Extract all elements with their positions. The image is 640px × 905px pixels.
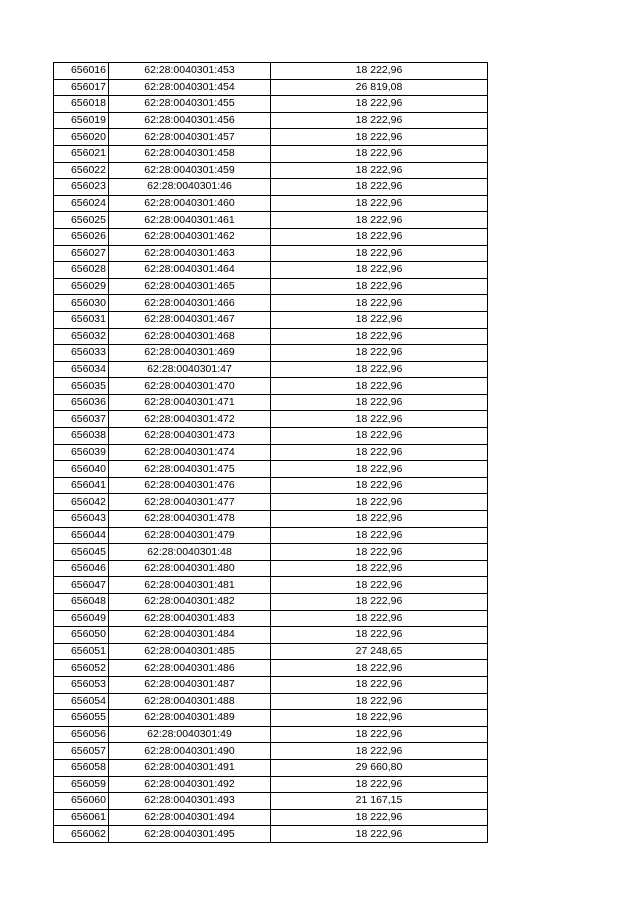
- cadastral-value-cell: 18 222,96: [271, 428, 488, 445]
- table-row: [54, 278, 488, 295]
- cadastral-value-cell: 18 222,96: [271, 378, 488, 395]
- table-row: [54, 544, 488, 561]
- row-number-cell: 656057: [54, 743, 109, 760]
- row-number-cell: 656061: [54, 809, 109, 826]
- cadastral-number-cell: 62:28:0040301:473: [109, 428, 271, 445]
- cadastral-value-cell: 18 222,96: [271, 145, 488, 162]
- cadastral-value-cell: 18 222,96: [271, 511, 488, 528]
- row-number-cell: 656026: [54, 228, 109, 245]
- table-row: [54, 228, 488, 245]
- row-number-cell: 656050: [54, 627, 109, 644]
- table-row: [54, 162, 488, 179]
- table-row: [54, 195, 488, 212]
- row-number-cell: 656017: [54, 79, 109, 96]
- row-number-cell: 656037: [54, 411, 109, 428]
- cadastral-value-cell: 18 222,96: [271, 278, 488, 295]
- table-row: [54, 643, 488, 660]
- row-number-cell: 656022: [54, 162, 109, 179]
- table-row: [54, 627, 488, 644]
- table-row: [54, 311, 488, 328]
- cadastral-value-cell: 18 222,96: [271, 394, 488, 411]
- row-number-cell: 656053: [54, 676, 109, 693]
- row-number-cell: 656056: [54, 726, 109, 743]
- row-number-cell: 656035: [54, 378, 109, 395]
- cadastral-number-cell: 62:28:0040301:494: [109, 809, 271, 826]
- cadastral-value-cell: 18 222,96: [271, 826, 488, 843]
- cadastral-value-cell: 21 167,15: [271, 793, 488, 810]
- table-row: [54, 212, 488, 229]
- cadastral-number-cell: 62:28:0040301:462: [109, 228, 271, 245]
- row-number-cell: 656044: [54, 527, 109, 544]
- table-row: [54, 726, 488, 743]
- cadastral-number-cell: 62:28:0040301:455: [109, 96, 271, 113]
- row-number-cell: 656059: [54, 776, 109, 793]
- cadastral-number-cell: 62:28:0040301:457: [109, 129, 271, 146]
- table-row: [54, 826, 488, 843]
- table-row: [54, 96, 488, 113]
- table-row: [54, 494, 488, 511]
- row-number-cell: 656043: [54, 511, 109, 528]
- cadastral-number-cell: 62:28:0040301:476: [109, 477, 271, 494]
- table-row: [54, 660, 488, 677]
- table-row: [54, 676, 488, 693]
- table-row: [54, 361, 488, 378]
- table-row: [54, 444, 488, 461]
- cadastral-number-cell: 62:28:0040301:491: [109, 759, 271, 776]
- cadastral-value-cell: 18 222,96: [271, 63, 488, 80]
- row-number-cell: 656031: [54, 311, 109, 328]
- cadastral-value-cell: 18 222,96: [271, 676, 488, 693]
- cadastral-value-cell: 18 222,96: [271, 461, 488, 478]
- row-number-cell: 656029: [54, 278, 109, 295]
- cadastral-number-cell: 62:28:0040301:456: [109, 112, 271, 129]
- row-number-cell: 656018: [54, 96, 109, 113]
- row-number-cell: 656016: [54, 63, 109, 80]
- table-row: [54, 378, 488, 395]
- row-number-cell: 656039: [54, 444, 109, 461]
- cadastral-value-cell: 18 222,96: [271, 345, 488, 362]
- cadastral-value-cell: 18 222,96: [271, 212, 488, 229]
- row-number-cell: 656034: [54, 361, 109, 378]
- cadastral-number-cell: 62:28:0040301:490: [109, 743, 271, 760]
- cadastral-value-cell: 18 222,96: [271, 262, 488, 279]
- table-row: [54, 776, 488, 793]
- table-row: [54, 594, 488, 611]
- table-row: [54, 577, 488, 594]
- row-number-cell: 656047: [54, 577, 109, 594]
- table-row: [54, 262, 488, 279]
- cadastral-value-cell: 18 222,96: [271, 594, 488, 611]
- cadastral-number-cell: 62:28:0040301:465: [109, 278, 271, 295]
- cadastral-number-cell: 62:28:0040301:492: [109, 776, 271, 793]
- cadastral-number-cell: 62:28:0040301:480: [109, 560, 271, 577]
- cadastral-number-cell: 62:28:0040301:479: [109, 527, 271, 544]
- table-row: [54, 793, 488, 810]
- cadastral-value-cell: 18 222,96: [271, 245, 488, 262]
- row-number-cell: 656051: [54, 643, 109, 660]
- table-row: [54, 145, 488, 162]
- cadastral-value-cell: 18 222,96: [271, 527, 488, 544]
- cadastral-value-cell: 18 222,96: [271, 96, 488, 113]
- cadastral-number-cell: 62:28:0040301:488: [109, 693, 271, 710]
- row-number-cell: 656024: [54, 195, 109, 212]
- table-row: [54, 411, 488, 428]
- row-number-cell: 656028: [54, 262, 109, 279]
- row-number-cell: 656027: [54, 245, 109, 262]
- cadastral-number-cell: 62:28:0040301:47: [109, 361, 271, 378]
- cadastral-value-cell: 18 222,96: [271, 228, 488, 245]
- cadastral-number-cell: 62:28:0040301:483: [109, 610, 271, 627]
- cadastral-number-cell: 62:28:0040301:464: [109, 262, 271, 279]
- cadastral-value-cell: 18 222,96: [271, 328, 488, 345]
- row-number-cell: 656041: [54, 477, 109, 494]
- cadastral-number-cell: 62:28:0040301:454: [109, 79, 271, 96]
- cadastral-number-cell: 62:28:0040301:475: [109, 461, 271, 478]
- row-number-cell: 656020: [54, 129, 109, 146]
- cadastral-number-cell: 62:28:0040301:495: [109, 826, 271, 843]
- table-row: [54, 394, 488, 411]
- cadastral-number-cell: 62:28:0040301:482: [109, 594, 271, 611]
- cadastral-number-cell: 62:28:0040301:48: [109, 544, 271, 561]
- table-row: [54, 295, 488, 312]
- table-row: [54, 743, 488, 760]
- row-number-cell: 656025: [54, 212, 109, 229]
- cadastral-number-cell: 62:28:0040301:474: [109, 444, 271, 461]
- cadastral-number-cell: 62:28:0040301:493: [109, 793, 271, 810]
- table-row: [54, 79, 488, 96]
- table-row: [54, 610, 488, 627]
- cadastral-number-cell: 62:28:0040301:467: [109, 311, 271, 328]
- cadastral-value-cell: 18 222,96: [271, 577, 488, 594]
- cadastral-number-cell: 62:28:0040301:472: [109, 411, 271, 428]
- row-number-cell: 656042: [54, 494, 109, 511]
- row-number-cell: 656060: [54, 793, 109, 810]
- row-number-cell: 656055: [54, 710, 109, 727]
- row-number-cell: 656032: [54, 328, 109, 345]
- cadastral-number-cell: 62:28:0040301:489: [109, 710, 271, 727]
- cadastral-value-cell: 18 222,96: [271, 444, 488, 461]
- row-number-cell: 656054: [54, 693, 109, 710]
- cadastral-number-cell: 62:28:0040301:469: [109, 345, 271, 362]
- cadastral-number-cell: 62:28:0040301:49: [109, 726, 271, 743]
- cadastral-number-cell: 62:28:0040301:471: [109, 394, 271, 411]
- row-number-cell: 656023: [54, 179, 109, 196]
- cadastral-value-cell: 26 819,08: [271, 79, 488, 96]
- table-row: [54, 759, 488, 776]
- row-number-cell: 656030: [54, 295, 109, 312]
- cadastral-value-cell: 18 222,96: [271, 311, 488, 328]
- row-number-cell: 656045: [54, 544, 109, 561]
- row-number-cell: 656021: [54, 145, 109, 162]
- cadastral-value-cell: 29 660,80: [271, 759, 488, 776]
- cadastral-value-cell: 18 222,96: [271, 743, 488, 760]
- cadastral-number-cell: 62:28:0040301:487: [109, 676, 271, 693]
- cadastral-value-cell: 18 222,96: [271, 660, 488, 677]
- cadastral-value-cell: 18 222,96: [271, 361, 488, 378]
- cadastral-value-cell: 18 222,96: [271, 610, 488, 627]
- cadastral-number-cell: 62:28:0040301:46: [109, 179, 271, 196]
- row-number-cell: 656058: [54, 759, 109, 776]
- table-row: [54, 461, 488, 478]
- cadastral-value-cell: 18 222,96: [271, 295, 488, 312]
- cadastral-value-cell: 18 222,96: [271, 195, 488, 212]
- row-number-cell: 656049: [54, 610, 109, 627]
- cadastral-number-cell: 62:28:0040301:463: [109, 245, 271, 262]
- table-row: [54, 129, 488, 146]
- table-row: [54, 328, 488, 345]
- table-row: [54, 428, 488, 445]
- cadastral-value-cell: 18 222,96: [271, 477, 488, 494]
- cadastral-number-cell: 62:28:0040301:478: [109, 511, 271, 528]
- row-number-cell: 656062: [54, 826, 109, 843]
- cadastral-number-cell: 62:28:0040301:470: [109, 378, 271, 395]
- table-row: [54, 63, 488, 80]
- cadastral-number-cell: 62:28:0040301:458: [109, 145, 271, 162]
- cadastral-value-cell: 27 248,65: [271, 643, 488, 660]
- row-number-cell: 656038: [54, 428, 109, 445]
- row-number-cell: 656019: [54, 112, 109, 129]
- table-row: [54, 560, 488, 577]
- table-row: [54, 809, 488, 826]
- table-row: [54, 527, 488, 544]
- table-row: [54, 477, 488, 494]
- table-row: [54, 245, 488, 262]
- row-number-cell: 656048: [54, 594, 109, 611]
- table-row: [54, 112, 488, 129]
- cadastral-number-cell: 62:28:0040301:484: [109, 627, 271, 644]
- cadastral-value-cell: 18 222,96: [271, 411, 488, 428]
- cadastral-value-cell: 18 222,96: [271, 776, 488, 793]
- row-number-cell: 656052: [54, 660, 109, 677]
- cadastral-value-cell: 18 222,96: [271, 544, 488, 561]
- cadastral-number-cell: 62:28:0040301:459: [109, 162, 271, 179]
- cadastral-value-cell: 18 222,96: [271, 179, 488, 196]
- cadastral-value-cell: 18 222,96: [271, 112, 488, 129]
- cadastral-number-cell: 62:28:0040301:486: [109, 660, 271, 677]
- table-row: [54, 511, 488, 528]
- table-row: [54, 693, 488, 710]
- table-row: [54, 179, 488, 196]
- cadastral-value-cell: 18 222,96: [271, 809, 488, 826]
- cadastral-number-cell: 62:28:0040301:466: [109, 295, 271, 312]
- row-number-cell: 656036: [54, 394, 109, 411]
- table-body: [54, 63, 488, 843]
- row-number-cell: 656040: [54, 461, 109, 478]
- cadastral-number-cell: 62:28:0040301:485: [109, 643, 271, 660]
- cadastral-value-cell: 18 222,96: [271, 710, 488, 727]
- cadastral-number-cell: 62:28:0040301:468: [109, 328, 271, 345]
- cadastral-value-cell: 18 222,96: [271, 726, 488, 743]
- table-row: [54, 710, 488, 727]
- row-number-cell: 656046: [54, 560, 109, 577]
- cadastral-value-table: [53, 62, 488, 843]
- cadastral-number-cell: 62:28:0040301:477: [109, 494, 271, 511]
- cadastral-value-cell: 18 222,96: [271, 627, 488, 644]
- cadastral-number-cell: 62:28:0040301:453: [109, 63, 271, 80]
- row-number-cell: 656033: [54, 345, 109, 362]
- cadastral-value-cell: 18 222,96: [271, 162, 488, 179]
- cadastral-value-cell: 18 222,96: [271, 494, 488, 511]
- cadastral-number-cell: 62:28:0040301:460: [109, 195, 271, 212]
- cadastral-number-cell: 62:28:0040301:461: [109, 212, 271, 229]
- cadastral-value-cell: 18 222,96: [271, 693, 488, 710]
- cadastral-value-cell: 18 222,96: [271, 560, 488, 577]
- table-row: [54, 345, 488, 362]
- cadastral-value-cell: 18 222,96: [271, 129, 488, 146]
- cadastral-number-cell: 62:28:0040301:481: [109, 577, 271, 594]
